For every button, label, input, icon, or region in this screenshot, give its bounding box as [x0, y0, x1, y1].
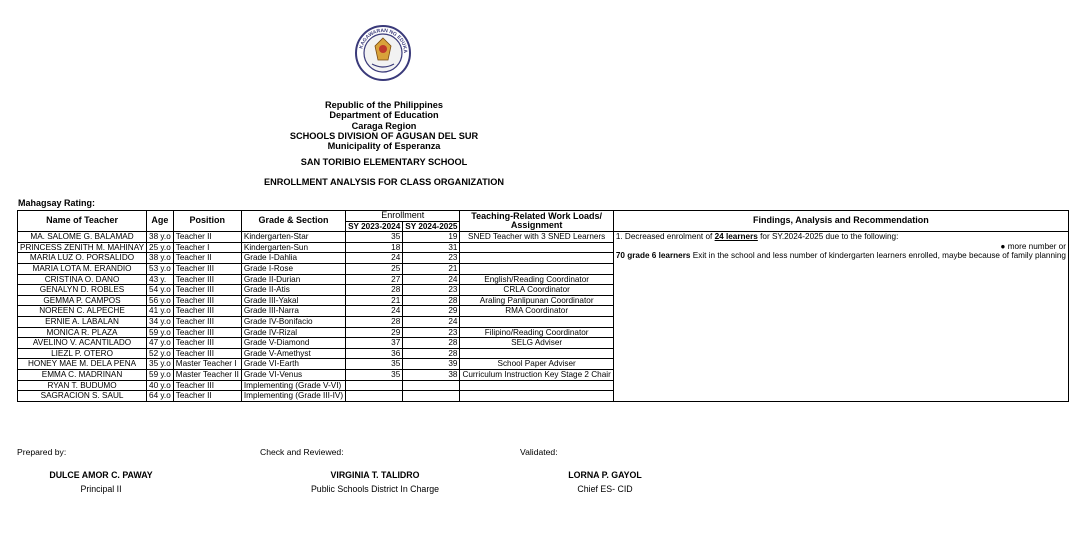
header-department: Department of Education	[329, 110, 439, 120]
teacher-age: 59 y.o	[147, 327, 174, 338]
teacher-position: Master Teacher II	[173, 369, 241, 380]
teacher-name: LIEZL P. OTERO	[18, 348, 147, 359]
work-load	[460, 263, 613, 274]
grade-section: Grade II-Atis	[241, 285, 345, 296]
enroll-sy1: 37	[346, 338, 403, 349]
enroll-sy1: 21	[346, 295, 403, 306]
teacher-position: Teacher III	[173, 274, 241, 285]
prepared-label: Prepared by:	[17, 447, 67, 457]
grade-section: Grade IV-Rizal	[241, 327, 345, 338]
findings-text-4: Exit in the school and less number of kindergarten learners enrolled, maybe because of family planning	[690, 251, 1066, 261]
school-name: SAN TORIBIO ELEMENTARY SCHOOL	[300, 157, 468, 167]
teacher-age: 38 y.o	[147, 232, 174, 243]
grade-section: Kindergarten-Sun	[241, 242, 345, 253]
teacher-position: Teacher III	[173, 380, 241, 391]
teacher-age: 34 y.o	[147, 316, 174, 327]
enroll-sy1: 24	[346, 253, 403, 264]
teacher-age: 43 y.	[147, 274, 174, 285]
teacher-position: Teacher III	[173, 306, 241, 317]
header-division: SCHOOLS DIVISION OF AGUSAN DEL SUR	[289, 131, 479, 141]
seal-text: KAGAWARAN NG EDUKA	[358, 27, 409, 54]
grade-section: Grade VI-Venus	[241, 369, 345, 380]
enroll-sy2: 31	[403, 242, 460, 253]
enroll-sy1: 28	[346, 316, 403, 327]
teacher-position: Teacher III	[173, 316, 241, 327]
enroll-sy2: 39	[403, 359, 460, 370]
teacher-position: Teacher II	[173, 391, 241, 402]
grade-section: Grade III-Narra	[241, 306, 345, 317]
teacher-name: HONEY MAE M. DELA PENA	[18, 359, 147, 370]
findings-decrease-count: 24 learners	[714, 232, 758, 242]
grade-section: Grade II-Durian	[241, 274, 345, 285]
work-load	[460, 391, 613, 402]
enroll-sy2: 23	[403, 327, 460, 338]
grade-section: Grade V-Diamond	[241, 338, 345, 349]
findings-text-1: 1. Decreased enrolment of	[615, 232, 715, 242]
teacher-age: 64 y.o	[147, 391, 174, 402]
signatory-name: DULCE AMOR C. PAWAY	[49, 470, 153, 480]
enroll-sy1: 35	[346, 369, 403, 380]
enroll-sy1: 28	[346, 285, 403, 296]
teacher-name: ERNIE A. LABALAN	[18, 316, 147, 327]
document-title: ENROLLMENT ANALYSIS FOR CLASS ORGANIZATION	[263, 177, 505, 187]
teacher-age: 47 y.o	[147, 338, 174, 349]
grade-section: Grade III-Yakal	[241, 295, 345, 306]
work-load: English/Reading Coordinator	[460, 274, 613, 285]
col-enrollment: Enrollment	[346, 211, 460, 222]
table-row	[18, 232, 1069, 243]
grade-section: Grade IV-Bonifacio	[241, 316, 345, 327]
signatory-title: Public Schools District In Charge	[310, 484, 440, 494]
enroll-sy2: 28	[403, 348, 460, 359]
signatory-name: VIRGINIA T. TALIDRO	[330, 470, 420, 480]
teacher-position: Teacher III	[173, 285, 241, 296]
signatory-title: Principal II	[80, 484, 122, 494]
col-sy1: SY 2023-2024	[346, 221, 403, 232]
enroll-sy2: 28	[403, 295, 460, 306]
teacher-name: MARIA LOTA M. ERANDIO	[18, 263, 147, 274]
enroll-sy1: 25	[346, 263, 403, 274]
teacher-age: 41 y.o	[147, 306, 174, 317]
grade-section: Grade V-Amethyst	[241, 348, 345, 359]
grade-section: Grade I-Dahlia	[241, 253, 345, 264]
teacher-position: Master Teacher I	[173, 359, 241, 370]
work-load: Filipino/Reading Coordinator	[460, 327, 613, 338]
enroll-sy1	[346, 391, 403, 402]
teacher-name: RYAN T. BUDUMO	[18, 380, 147, 391]
teacher-age: 54 y.o	[147, 285, 174, 296]
work-load	[460, 316, 613, 327]
enroll-sy2	[403, 391, 460, 402]
teacher-name: PRINCESS ZENITH M. MAHINAY	[18, 242, 147, 253]
enroll-sy1: 35	[346, 232, 403, 243]
enroll-sy1: 35	[346, 359, 403, 370]
teacher-name: MA. SALOME G. BALAMAD	[18, 232, 147, 243]
enroll-sy1: 27	[346, 274, 403, 285]
col-name: Name of Teacher	[18, 211, 147, 232]
teacher-name: GEMMA P. CAMPOS	[18, 295, 147, 306]
work-load	[460, 348, 613, 359]
enroll-sy1	[346, 380, 403, 391]
enroll-sy1: 24	[346, 306, 403, 317]
teacher-name: GENALYN D. ROBLES	[18, 285, 147, 296]
col-findings: Findings, Analysis and Recommendation	[613, 211, 1068, 232]
work-load	[460, 253, 613, 264]
col-sy2: SY 2024-2025	[403, 221, 460, 232]
teacher-position: Teacher I	[173, 242, 241, 253]
work-load: RMA Coordinator	[460, 306, 613, 317]
teacher-position: Teacher III	[173, 295, 241, 306]
enrollment-table	[17, 210, 1069, 402]
work-load	[460, 242, 613, 253]
grade-section: Implementing (Grade III-IV)	[241, 391, 345, 402]
signatory-principal	[21, 470, 181, 494]
enroll-sy2: 23	[403, 285, 460, 296]
enroll-sy1: 18	[346, 242, 403, 253]
col-age: Age	[147, 211, 174, 232]
teacher-name: AVELINO V. ACANTILADO	[18, 338, 147, 349]
signatory-name: LORNA P. GAYOL	[568, 470, 642, 480]
teacher-age: 53 y.o	[147, 263, 174, 274]
findings-cell	[613, 232, 1068, 402]
teacher-age: 59 y.o	[147, 369, 174, 380]
enroll-sy2: 23	[403, 253, 460, 264]
teacher-age: 25 y.o	[147, 242, 174, 253]
grade-section: Grade I-Rose	[241, 263, 345, 274]
enroll-sy2: 28	[403, 338, 460, 349]
teacher-name: EMMA C. MADRINAN	[18, 369, 147, 380]
checked-label: Check and Reviewed:	[260, 447, 344, 457]
findings-grade6-count: 70 grade 6 learners	[615, 251, 691, 261]
enroll-sy2	[403, 380, 460, 391]
grade-section: Kindergarten-Star	[241, 232, 345, 243]
work-load: Curriculum Instruction Key Stage 2 Chair	[460, 369, 613, 380]
enroll-sy1: 29	[346, 327, 403, 338]
enroll-sy2: 24	[403, 316, 460, 327]
teacher-name: NOREEN C. ALPECHE	[18, 306, 147, 317]
teacher-age: 52 y.o	[147, 348, 174, 359]
enroll-sy2: 19	[403, 232, 460, 243]
grade-section: Grade VI-Earth	[241, 359, 345, 370]
teacher-position: Teacher III	[173, 348, 241, 359]
teacher-position: Teacher II	[173, 232, 241, 243]
signatory-district	[290, 470, 460, 494]
enroll-sy2: 24	[403, 274, 460, 285]
col-work: Teaching-Related Work Loads/ Assignment	[460, 211, 613, 232]
col-position: Position	[173, 211, 241, 232]
work-load	[460, 380, 613, 391]
teacher-position: Teacher III	[173, 327, 241, 338]
enroll-sy1: 36	[346, 348, 403, 359]
header-region: Caraga Region	[351, 121, 417, 131]
teacher-name: MARIA LUZ O. PORSALIDO	[18, 253, 147, 264]
enroll-sy2: 38	[403, 369, 460, 380]
teacher-position: Teacher III	[173, 263, 241, 274]
header-republic: Republic of the Philippines	[325, 100, 443, 110]
grade-section: Implementing (Grade V-VI)	[241, 380, 345, 391]
work-load: SNED Teacher with 3 SNED Learners	[460, 232, 613, 243]
work-load: Araling Panlipunan Coordinator	[460, 295, 613, 306]
teacher-position: Teacher II	[173, 253, 241, 264]
validated-label: Validated:	[520, 447, 558, 457]
teacher-position: Teacher III	[173, 338, 241, 349]
deped-seal	[354, 24, 412, 82]
teacher-age: 35 y.o	[147, 359, 174, 370]
teacher-age: 38 y.o	[147, 253, 174, 264]
findings-text-2: for SY.2024-2025 due to the following:	[757, 232, 899, 242]
header-municipality: Municipality of Esperanza	[327, 141, 441, 151]
findings-text-3: more number or	[1005, 241, 1066, 251]
teacher-name: SAGRACION S. SAUL	[18, 391, 147, 402]
teacher-name: MONICA R. PLAZA	[18, 327, 147, 338]
teacher-age: 40 y.o	[147, 380, 174, 391]
enroll-sy2: 29	[403, 306, 460, 317]
signatory-cid	[530, 470, 680, 494]
rating-label: Mahagsay Rating:	[18, 198, 96, 208]
work-load: School Paper Adviser	[460, 359, 613, 370]
teacher-age: 56 y.o	[147, 295, 174, 306]
enroll-sy2: 21	[403, 263, 460, 274]
teacher-name: CRISTINA O. DANO	[18, 274, 147, 285]
signatory-title: Chief ES- CID	[577, 484, 633, 494]
work-load: CRLA Coordinator	[460, 285, 613, 296]
work-load: SELG Adviser	[460, 338, 613, 349]
bullet-icon: ●	[1000, 241, 1006, 251]
col-grade: Grade & Section	[241, 211, 345, 232]
